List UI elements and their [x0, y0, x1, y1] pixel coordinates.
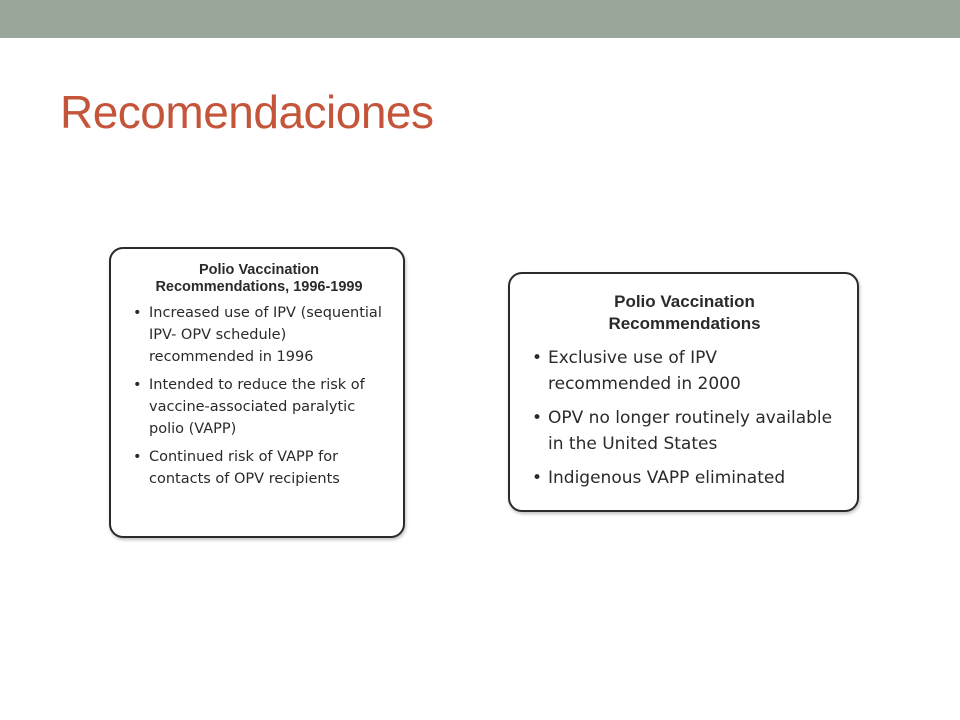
card-heading-line-1: Polio Vaccination	[198, 262, 320, 278]
bullet-list	[131, 302, 387, 490]
bullet-item: • Intended to reduce the risk of vaccine-associated paralytic polio (VAPP)	[131, 374, 387, 440]
bullet-item: • Indigenous VAPP eliminated	[530, 465, 839, 491]
card-heading	[530, 291, 839, 335]
card-heading-line-2: Recommendations, 1996-1999	[155, 279, 363, 295]
bullet-item: • Exclusive use of IPV recommended in 2000	[530, 345, 839, 397]
card-heading-line-1: Polio Vaccination	[614, 292, 755, 311]
card-heading-line-2: Recommendations	[608, 314, 761, 333]
bullet-item: • OPV no longer routinely available in the United States	[530, 405, 839, 457]
recommendations-1996-1999-card	[109, 247, 405, 538]
bullet-list	[530, 345, 839, 491]
current-recommendations-card	[508, 272, 859, 512]
bullet-item: • Continued risk of VAPP for contacts of OPV recipients	[131, 446, 387, 490]
bullet-item: • Increased use of IPV (sequential IPV- OPV schedule) recommended in 1996	[131, 302, 387, 368]
card-heading	[131, 262, 387, 296]
slide-title: Recomendaciones	[60, 86, 434, 138]
top-accent-bar	[0, 0, 960, 38]
